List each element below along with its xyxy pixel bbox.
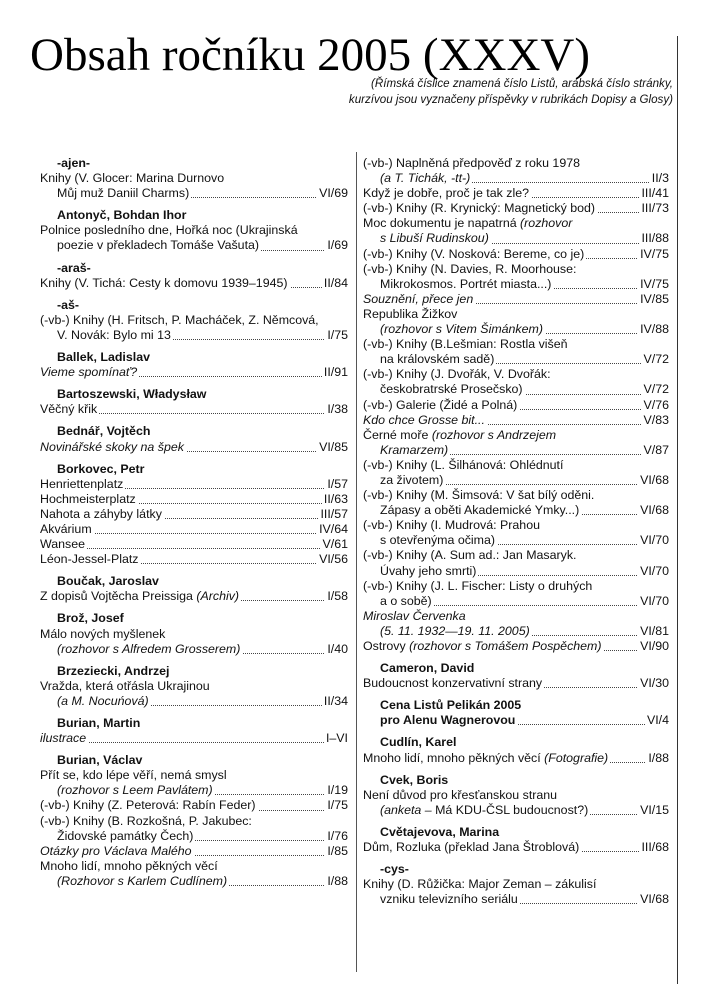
author-entry [363, 825, 669, 855]
entry-text: Knihy (V. Tichá: Cesty k domovu 1939–1945) [40, 275, 288, 290]
index-line [363, 216, 669, 231]
entry-text: Věčný křik [40, 402, 98, 417]
page-reference: VI/15 [640, 802, 669, 817]
page-reference: VI/68 [640, 472, 669, 487]
author-name: Ballek, Ladislav [57, 350, 150, 365]
entry-text-plain: Má KDU-ČSL budoucnost?) [435, 802, 589, 817]
index-line [363, 594, 669, 609]
entry-text: Z dopisů Vojtěcha Preissiga [40, 589, 197, 604]
index-line [40, 694, 348, 709]
index-line [363, 533, 669, 548]
index-column-left [40, 156, 348, 889]
page-reference: V/61 [322, 537, 348, 552]
entry-title [57, 783, 215, 798]
author-name: Cameron, David [380, 661, 475, 676]
page-reference: III/68 [641, 840, 669, 855]
index-line [40, 537, 348, 552]
index-line [363, 367, 669, 382]
index-line [363, 262, 669, 277]
index-line [40, 171, 348, 186]
entry-text: Moc dokumentu je napatrná [363, 216, 521, 231]
entry-text: Budoucnost konzervativní strany [363, 676, 543, 691]
entry-title [363, 751, 610, 766]
page-reference: I/40 [327, 641, 348, 656]
page-reference: IV/75 [640, 246, 669, 261]
page-reference: I/69 [327, 238, 348, 253]
entry-title [40, 276, 290, 291]
author-entry [363, 862, 669, 907]
author-entry [40, 753, 348, 889]
page-reference: VI/68 [640, 892, 669, 907]
entry-text: Mnoho lidí, mnoho pěkných věcí [363, 750, 545, 765]
entry-text: (5. 11. 1932—19. 11. 2005) [380, 623, 530, 638]
entry-text: (-vb-) Knihy (H. Fritsch, P. Macháček, Z. Němcová, [40, 312, 319, 327]
entry-text: (rozhovor s Alfredem Grosserem) [57, 641, 241, 656]
index-line [363, 458, 669, 473]
entry-title [380, 443, 450, 458]
author-entry [363, 698, 669, 728]
page-reference: I/75 [327, 327, 348, 342]
index-line [363, 609, 669, 624]
entry-text: Málo nových myšlenek [40, 626, 166, 641]
index-line [363, 892, 669, 907]
entry-text: (-vb-) Galerie (Židé a Polná) [363, 397, 518, 412]
page-reference: II/91 [323, 365, 348, 380]
entry-text-italic: (Fotografie) [544, 750, 609, 765]
index-line [40, 186, 348, 201]
entry-title [57, 186, 191, 201]
index-line [40, 844, 348, 859]
page-reference: IV/85 [640, 291, 669, 306]
entry-title [380, 231, 491, 246]
page-reference: II/3 [651, 171, 669, 186]
index-line [363, 398, 669, 413]
entry-title [380, 473, 445, 488]
author-entry [363, 661, 669, 691]
page-reference: VI/70 [640, 563, 669, 578]
author-name: Cudlín, Karel [380, 735, 457, 750]
index-line [363, 443, 669, 458]
entry-title [40, 477, 125, 492]
index-line [363, 322, 669, 337]
index-line [363, 171, 669, 186]
page-reference: VI/70 [640, 593, 669, 608]
index-line [363, 428, 669, 443]
page-reference: IV/64 [319, 521, 348, 536]
entry-text: Nahota a záhyby látky [40, 506, 162, 521]
entry-title [40, 507, 164, 522]
index-line [40, 874, 348, 889]
page-reference: III/57 [320, 506, 348, 521]
subtitle-note [349, 76, 673, 108]
index-line [40, 627, 348, 642]
entry-text: ilustrace [40, 731, 87, 746]
index-line [363, 231, 669, 246]
index-line [363, 518, 669, 533]
entry-text: (-vb-) Knihy (B.Lešmian: Rostla višeň [363, 337, 568, 352]
entry-title [363, 676, 544, 691]
author-name: -ajen- [57, 156, 91, 170]
entry-title [380, 713, 517, 728]
author-entry [40, 716, 348, 746]
page-reference: II/84 [323, 275, 348, 290]
subtitle-line-1: (Římská číslice znamená číslo Listů, arabská číslo stránky, [371, 77, 673, 90]
entry-title [57, 829, 195, 844]
entry-text: (-vb-) Knihy (J. L. Fischer: Listy o druhých [363, 578, 593, 593]
entry-text: (Rozhovor s Karlem Cudlínem) [57, 873, 228, 888]
entry-text: pro Alenu Wagnerovou [380, 713, 516, 728]
entry-title [40, 589, 241, 604]
index-line [40, 365, 348, 380]
entry-text: V. Novák: Bylo mi 13 [57, 327, 171, 342]
page-reference: VI/69 [319, 186, 348, 201]
index-line [363, 840, 669, 855]
index-line [363, 352, 669, 367]
page-reference: III/73 [641, 201, 669, 216]
author-entry [363, 735, 669, 765]
entry-text: Souznění, přece jen [363, 291, 474, 306]
index-line [40, 507, 348, 522]
index-line [40, 768, 348, 783]
column-divider [356, 152, 357, 972]
author-entry [40, 261, 348, 291]
author-entry [40, 462, 348, 568]
author-name: Cvek, Boris [380, 772, 449, 787]
entry-title [40, 492, 138, 507]
index-line [363, 156, 669, 171]
page-reference: V/83 [643, 412, 669, 427]
entry-text: Knihy (D. Růžička: Major Zeman – zákulisí [363, 877, 597, 892]
page-reference: I/85 [327, 843, 348, 858]
index-line [363, 713, 669, 728]
entry-title [40, 402, 99, 417]
entry-text: Mnoho lidí, mnoho pěkných věcí [40, 858, 218, 873]
entry-title [40, 552, 140, 567]
entry-text: Hochmeisterplatz [40, 491, 136, 506]
index-line [40, 402, 348, 417]
index-line [40, 829, 348, 844]
index-line [40, 440, 348, 455]
entry-text: (-vb-) Knihy (J. Dvořák, V. Dvořák: [363, 367, 551, 382]
page-reference: I/88 [648, 750, 669, 765]
entry-text: poezie v překladech Tomáše Vašuta) [57, 238, 260, 253]
entry-text: Akvárium [40, 521, 92, 536]
entry-text: Polnice posledního dne, Hořká noc (Ukrajinská [40, 223, 298, 238]
page-reference: V/72 [643, 352, 669, 367]
entry-title [363, 186, 531, 201]
entry-title [380, 382, 525, 397]
index-line [40, 276, 348, 291]
entry-text: Wansee [40, 537, 85, 552]
entry-title [57, 238, 261, 253]
page-reference: VI/56 [319, 552, 348, 567]
index-line [363, 277, 669, 292]
entry-title [57, 874, 229, 889]
entry-text: (-vb-) Naplněná předpověď z roku 1978 [363, 156, 580, 170]
index-line [363, 292, 669, 307]
entry-text: Kdo chce Grosse bit... [363, 412, 485, 427]
entry-text: (rozhovor s Leem Pavlátem) [57, 783, 213, 798]
page-reference: VI/70 [640, 533, 669, 548]
author-entry [40, 350, 348, 380]
entry-text: (-vb-) Knihy (V. Nosková: Bereme, co je) [363, 246, 585, 261]
entry-title [40, 365, 139, 380]
index-line [363, 579, 669, 594]
index-line [363, 382, 669, 397]
entry-title [40, 731, 88, 746]
entry-title [380, 503, 581, 518]
author-entry [40, 298, 348, 343]
index-line [40, 492, 348, 507]
entry-text: Otázky pro Václava Malého [40, 843, 192, 858]
entry-title [380, 277, 553, 292]
entry-text: Mikrokosmos. Portrét miasta...) [380, 276, 552, 291]
page-reference: I/76 [327, 828, 348, 843]
index-line [40, 814, 348, 829]
entry-text: (-vb-) Knihy (L. Šilhánová: Ohlédnutí [363, 457, 564, 472]
index-line [363, 247, 669, 262]
index-column-right [363, 156, 669, 907]
entry-title [363, 639, 604, 654]
entry-text: Henriettenplatz [40, 476, 124, 491]
entry-title [380, 624, 532, 639]
entry-text: (-vb-) Knihy (Z. Peterová: Rabín Feder) [40, 798, 256, 813]
author-name: Borkovec, Petr [57, 461, 145, 476]
index-line [40, 642, 348, 657]
entry-text: (anketa – [380, 802, 436, 817]
index-line [40, 783, 348, 798]
index-line [40, 859, 348, 874]
entry-text: Úvahy jeho smrti) [380, 563, 477, 578]
index-line [363, 307, 669, 322]
entry-text: (-vb-) Knihy (B. Rozkošná, P. Jakubec: [40, 813, 252, 828]
page-reference: VI/81 [640, 623, 669, 638]
page-reference: VI/30 [640, 676, 669, 691]
page-reference: VI/4 [646, 713, 669, 728]
entry-text-italic: (rozhovor s Tomášem Pospěchem) [409, 639, 602, 653]
entry-text: Můj muž Daniil Charms) [57, 186, 190, 201]
entry-text: za životem) [380, 472, 444, 487]
entry-text: (-vb-) Knihy (R. Krynický: Magnetický bod) [363, 201, 596, 216]
index-line [40, 679, 348, 694]
author-name: Bednář, Vojtěch [57, 424, 151, 439]
entry-text: Miroslav Červenka [363, 608, 466, 623]
entry-text: Novinářské skoky na špek [40, 439, 184, 454]
author-name: Boučak, Jaroslav [57, 574, 159, 589]
entry-text: Republika Žižkov [363, 306, 458, 321]
index-line [363, 877, 669, 892]
author-entry [40, 208, 348, 253]
index-line [363, 488, 669, 503]
entry-text: Knihy (V. Glocer: Marina Durnovo [40, 171, 225, 186]
author-name: Bartoszewski, Władysław [57, 387, 207, 402]
page-reference: VI/68 [640, 503, 669, 518]
page-reference: VI/85 [319, 439, 348, 454]
entry-text: (a T. Tichák, -tt-) [380, 171, 471, 186]
entry-text: (-vb-) Knihy (N. Davies, R. Moorhouse: [363, 261, 577, 276]
entry-text: (-vb-) Knihy (A. Sum ad.: Jan Masaryk. [363, 548, 577, 563]
author-name: Cvětajevova, Marina [380, 824, 500, 839]
entry-title [380, 352, 496, 367]
entry-text: Léon-Jessel-Platz [40, 552, 139, 567]
index-line [363, 201, 669, 216]
entry-text: Vražda, která otřásla Ukrajinou [40, 678, 210, 693]
index-line [363, 751, 669, 766]
author-entry [40, 664, 348, 709]
entry-title [363, 413, 487, 428]
entry-title [380, 171, 472, 186]
page-title: Obsah ročníku 2005 (XXXV) [30, 29, 590, 81]
author-entry [363, 773, 669, 818]
page-reference: III/88 [641, 231, 669, 246]
entry-text-italic: (rozhovor s Andrzejem [431, 427, 557, 442]
page-reference: I/57 [327, 476, 348, 491]
entry-text: na královském sadě) [380, 352, 495, 367]
author-entry [40, 387, 348, 417]
index-line [40, 238, 348, 253]
index-line [363, 186, 669, 201]
index-line [40, 731, 348, 746]
entry-title [40, 537, 87, 552]
entry-title [380, 803, 590, 818]
entry-title [363, 840, 581, 855]
entry-text: Ostrovy [363, 639, 410, 653]
index-line [363, 337, 669, 352]
entry-title [57, 642, 242, 657]
entry-title [40, 522, 94, 537]
entry-text: vzniku televizního seriálu [380, 892, 518, 907]
page-reference: II/34 [323, 693, 348, 708]
index-line [363, 788, 669, 803]
entry-title [40, 844, 194, 859]
author-entry [363, 156, 669, 654]
page-reference: I/88 [327, 873, 348, 888]
subtitle-line-2: kurzívou jsou vyznačeny příspěvky v rubrikách Dopisy a Glosy) [348, 93, 673, 106]
index-line [40, 328, 348, 343]
author-entry [40, 574, 348, 604]
entry-text: českobratrské Prosečsko) [380, 382, 523, 397]
entry-title [57, 328, 173, 343]
page-reference: IV/75 [640, 276, 669, 291]
index-line [363, 624, 669, 639]
index-line [363, 503, 669, 518]
entry-text: (rozhovor s Vitem Šimánkem) [380, 322, 543, 337]
right-border-line [677, 36, 678, 984]
entry-text: Židovské památky Čech) [57, 828, 194, 843]
page-reference: IV/88 [640, 322, 669, 337]
page-reference: I/75 [327, 798, 348, 813]
entry-text: (a M. Nocuńová) [57, 693, 149, 708]
author-name: Cena Listů Pelikán 2005 [380, 698, 522, 713]
index-line [40, 223, 348, 238]
author-name: Brzeziecki, Andrzej [57, 663, 170, 678]
author-name: Brož, Josef [57, 611, 124, 626]
index-line [363, 639, 669, 654]
entry-text: a o sobě) [380, 593, 432, 608]
index-line [363, 676, 669, 691]
entry-text: s otevřenýma očima) [380, 533, 495, 548]
author-name: -araš- [57, 260, 91, 275]
entry-title [380, 892, 520, 907]
entry-text: Když je dobře, proč je tak zle? [363, 186, 529, 201]
entry-title [363, 247, 586, 262]
author-entry [40, 424, 348, 454]
page-reference: I/19 [327, 783, 348, 798]
index-line [40, 798, 348, 813]
author-name: Antonyč, Bohdan Ihor [57, 208, 187, 223]
page-reference: I–VI [325, 731, 348, 746]
index-line [40, 477, 348, 492]
entry-title [363, 398, 519, 413]
page-reference: II/63 [323, 491, 348, 506]
entry-title [380, 533, 497, 548]
entry-title [363, 292, 475, 307]
author-name: Burian, Václav [57, 753, 143, 768]
author-name: Burian, Martin [57, 716, 141, 730]
page-reference: V/76 [643, 397, 669, 412]
index-line [363, 548, 669, 563]
entry-text: Dům, Rozluka (překlad Jana Štroblová) [363, 840, 580, 855]
index-line [363, 473, 669, 488]
page-reference: III/41 [641, 186, 669, 201]
index-line [40, 552, 348, 567]
entry-text: s Libuší Rudinskou) [380, 231, 489, 246]
entry-text: Zápasy a oběti Akademické Ymky...) [380, 503, 580, 518]
entry-text: Není důvod pro křesťanskou stranu [363, 787, 558, 802]
index-line [40, 589, 348, 604]
page-reference: I/38 [327, 402, 348, 417]
page-reference: VI/90 [640, 639, 669, 653]
index-line [363, 803, 669, 818]
index-line [40, 313, 348, 328]
entry-text-italic: (Archiv) [196, 589, 240, 604]
entry-text: Vieme spomínať? [40, 365, 138, 380]
entry-text: (-vb-) Knihy (I. Mudrová: Prahou [363, 518, 540, 533]
entry-title [380, 594, 434, 609]
author-entry [40, 156, 348, 201]
entry-text: Černé moře [363, 427, 432, 442]
entry-text: Kramarzem) [380, 442, 449, 457]
entry-title [380, 564, 478, 579]
entry-text-italic: (rozhovor [520, 216, 573, 231]
entry-title [57, 694, 151, 709]
entry-text: (-vb-) Knihy (M. Šimsová: V šat bílý oděni. [363, 488, 595, 503]
index-line [363, 564, 669, 579]
entry-title [380, 322, 545, 337]
entry-title [40, 798, 258, 813]
entry-title [363, 201, 597, 216]
page-reference: V/72 [643, 382, 669, 397]
page-reference: V/87 [643, 442, 669, 457]
author-name: -cys- [380, 862, 409, 877]
author-entry [40, 611, 348, 656]
author-name: -aš- [57, 297, 80, 312]
page-reference: I/58 [327, 589, 348, 604]
entry-title [40, 440, 186, 455]
entry-text: Přít se, kdo lépe věří, nemá smysl [40, 768, 227, 783]
index-line [40, 522, 348, 537]
index-line [363, 413, 669, 428]
